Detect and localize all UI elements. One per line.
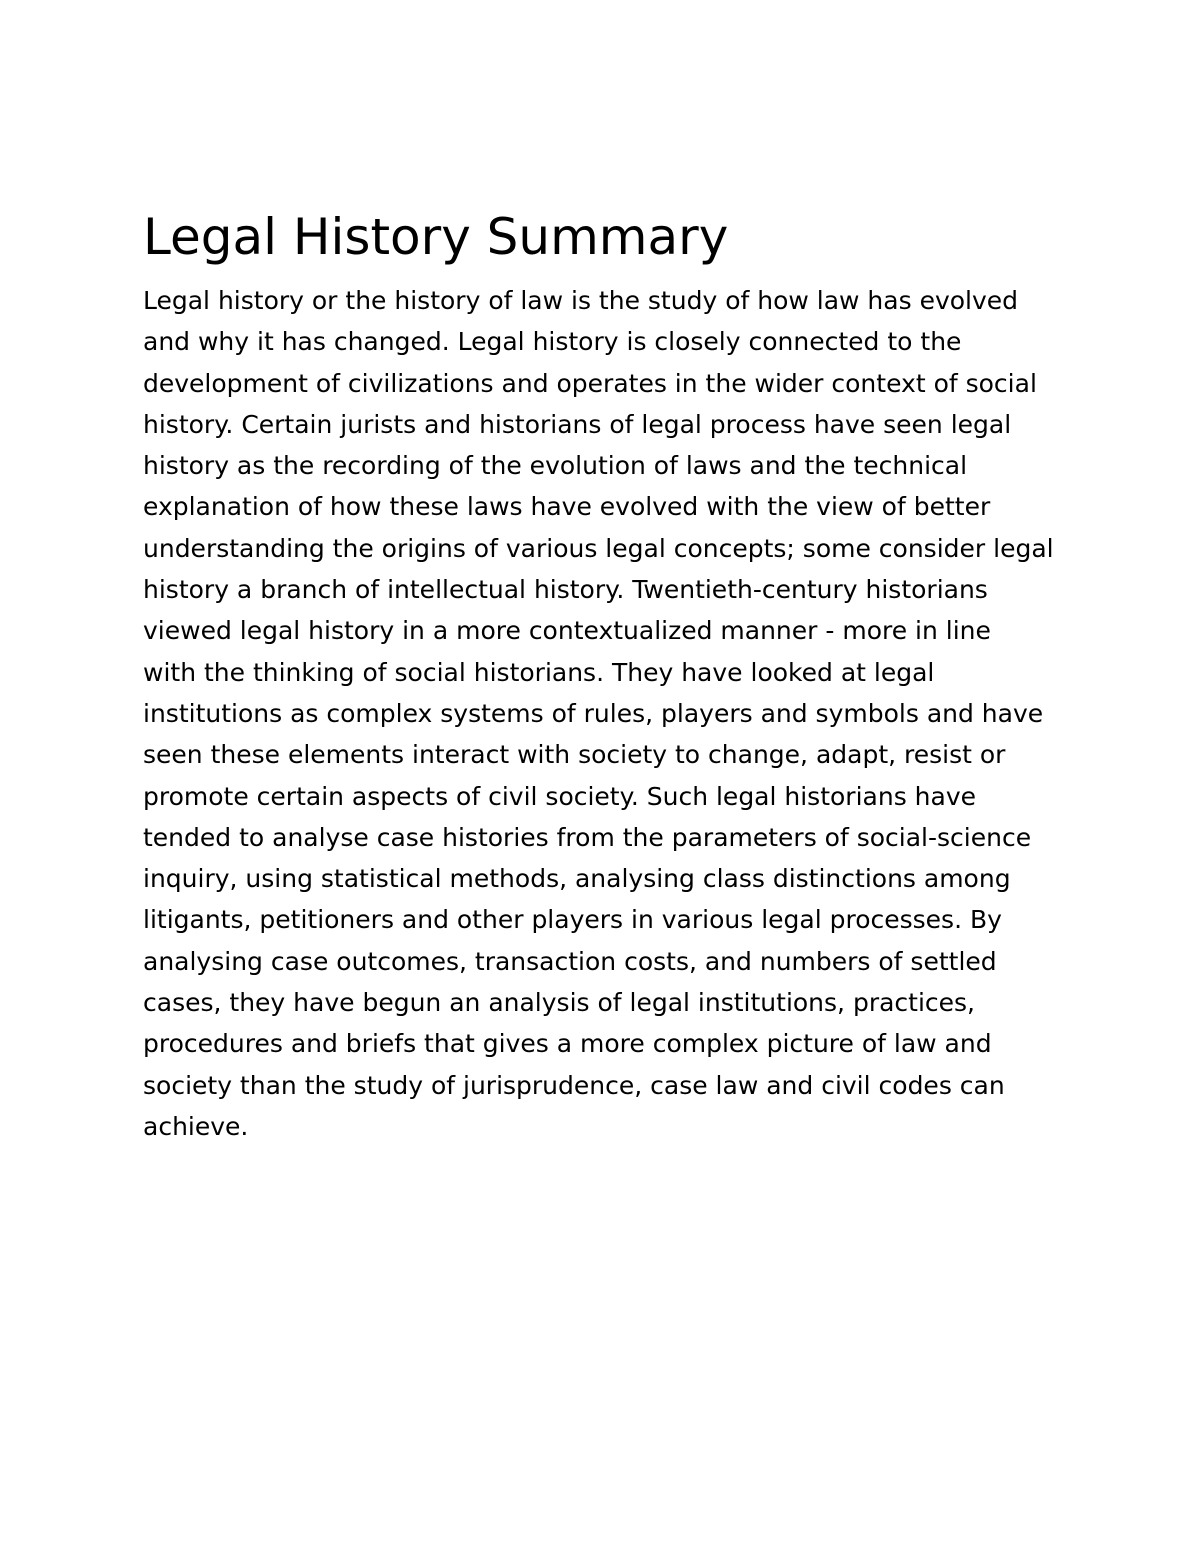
body-line: and why it has changed. Legal history is closely connected to the bbox=[143, 327, 962, 357]
body-line: seen these elements interact with society to change, adapt, resist or bbox=[143, 740, 1006, 770]
body-line: Legal history or the history of law is the study of how law has evolved bbox=[143, 286, 1019, 315]
body-line: understanding the origins of various legal concepts; some consider legal bbox=[143, 533, 1054, 563]
body-line: analysing case outcomes, transaction costs, and numbers of settled bbox=[143, 946, 997, 976]
body-line: promote certain aspects of civil society. Such legal historians have bbox=[143, 781, 977, 811]
body-line: institutions as complex systems of rules, players and symbols and have bbox=[143, 698, 1044, 728]
body-line: explanation of how these laws have evolved with the view of better bbox=[143, 492, 991, 522]
body-line: history as the recording of the evolution of laws and the technical bbox=[143, 451, 968, 481]
body-line: achieve. bbox=[143, 1111, 249, 1141]
body-line: society than the study of jurisprudence, case law and civil codes can bbox=[143, 1070, 1005, 1100]
body-line: inquiry, using statistical methods, analysing class distinctions among bbox=[143, 864, 1011, 894]
document-title: Legal History Summary bbox=[143, 208, 729, 266]
body-line: with the thinking of social historians. They have looked at legal bbox=[143, 657, 935, 687]
document-body bbox=[143, 280, 1063, 1147]
body-line: litigants, petitioners and other players in various legal processes. By bbox=[143, 905, 1002, 935]
body-line: development of civilizations and operates in the wider context of social bbox=[143, 368, 1037, 398]
body-line: history. Certain jurists and historians of legal process have seen legal bbox=[143, 409, 1012, 439]
body-line: viewed legal history in a more contextualized manner - more in line bbox=[143, 616, 991, 646]
body-line: procedures and briefs that gives a more complex picture of law and bbox=[143, 1029, 992, 1059]
body-line: cases, they have begun an analysis of legal institutions, practices, bbox=[143, 988, 976, 1018]
body-line: tended to analyse case histories from the parameters of social-science bbox=[143, 822, 1032, 852]
body-line: history a branch of intellectual history. Twentieth-century historians bbox=[143, 575, 988, 605]
document-content bbox=[143, 208, 1063, 1147]
